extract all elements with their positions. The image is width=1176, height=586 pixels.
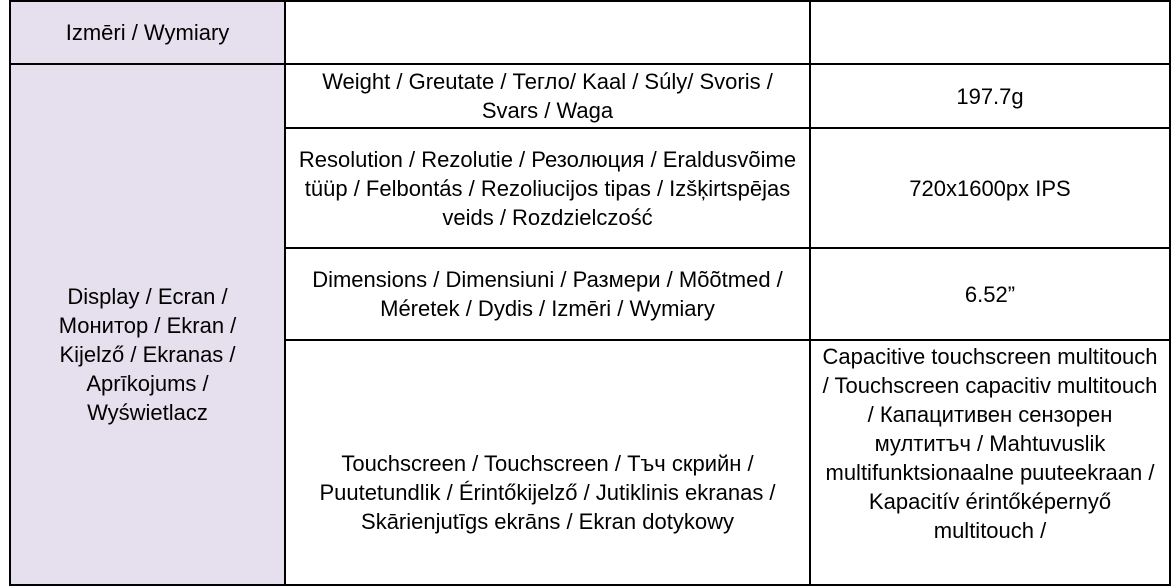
category-label: Izmēri / Wymiary: [65, 20, 230, 45]
value-cell: [810, 1, 1170, 64]
property-label: Weight / Greutate / Тегло/ Kaal / Súly/ Svoris / Svars / Waga: [322, 69, 773, 123]
value-cell-weight: [810, 64, 1170, 128]
property-label: Touchscreen / Touchscreen / Тъч скрийн / Puutetundlik / Érintőkijelző / Jutiklinis ekranas / Skārienjutīgs ekrāns / Ekran dotykowy: [319, 451, 776, 534]
property-cell: [285, 1, 810, 64]
property-label: Resolution / Rezolutie / Резолюция / Eraldusvõime tüüp / Felbontás / Rezoliucijos tipas / Izšķirtspējas veids / Rozdzielczość: [298, 146, 797, 230]
value-label: 197.7g: [956, 83, 1024, 109]
table-row: [10, 64, 1170, 128]
value-label: 720x1600px IPS: [909, 175, 1071, 201]
spec-table: [9, 0, 1171, 586]
property-cell-touchscreen: [285, 340, 810, 585]
value-cell-resolution: [810, 128, 1170, 248]
category-label: Display / Ecran / Монитор / Ekran / Kijelző / Ekranas / Aprīkojums / Wyświetlacz: [58, 284, 237, 425]
value-label: Capacitive touchscreen multitouch / Touchscreen capacitiv multitouch / Капацитивен сензорен мултитъч / Mahtuvuslik multifunktsionaalne puuteekraan / Kapacitív érintőképernyő multitouch /: [822, 343, 1158, 543]
property-cell-dimensions: [285, 248, 810, 340]
value-cell-dimensions: [810, 248, 1170, 340]
table-row: [10, 1, 1170, 64]
property-label: Dimensions / Dimensiuni / Размери / Mõõtmed / Méretek / Dydis / Izmēri / Wymiary: [312, 267, 783, 321]
property-cell-resolution: [285, 128, 810, 248]
category-cell-dimensions: [10, 1, 285, 64]
category-cell-display: [10, 64, 285, 585]
value-label: 6.52”: [964, 281, 1016, 307]
property-cell-weight: [285, 64, 810, 128]
value-cell-touchscreen: [810, 340, 1170, 585]
